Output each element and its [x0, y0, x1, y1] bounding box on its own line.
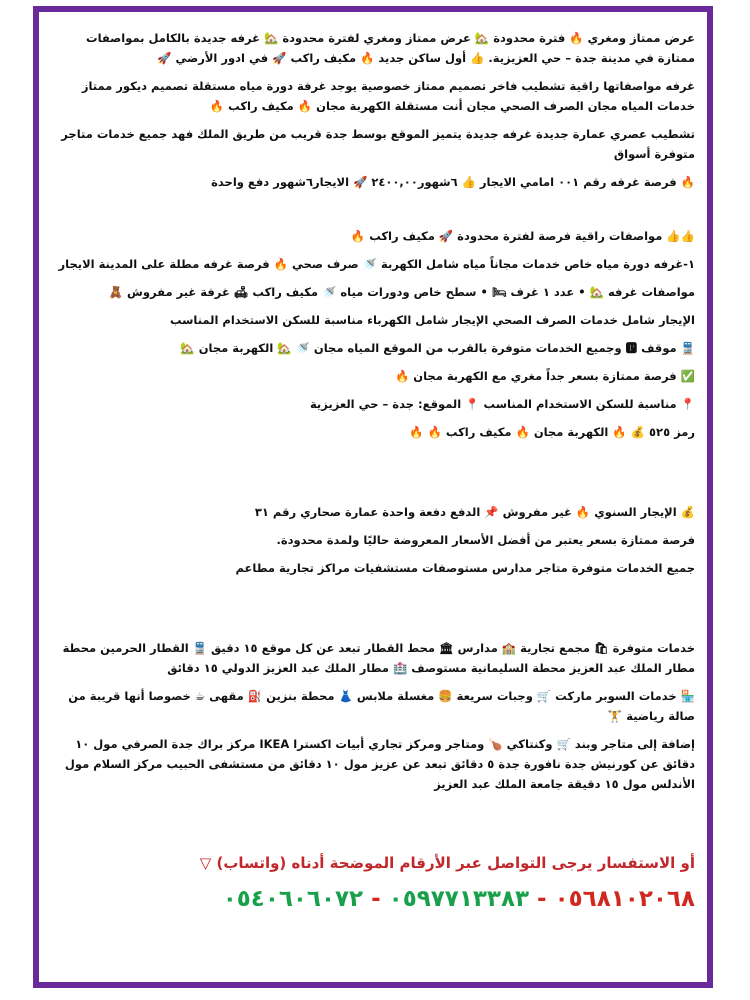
paragraph: غرفه مواصفاتها راقية تشطيب فاخر تصميم ممتاز خصوصية يوجد غرفة دورة مياه مستقلة تصميم ديكور ممتاز خدمات المياه مجان الصرف الصحي مجان أنت مستقلة الكهربة مجان 🔥 مكيف راكب 🔥: [81, 79, 695, 113]
spacer: [51, 200, 695, 226]
document-content: [51, 28, 695, 972]
paragraph: 🚆 موقف 🅿 وجميع الخدمات متوفرة بالقرب من الموقع المياه مجان 🚿 🏡 الكهربة مجان 🏡: [180, 341, 695, 355]
phone-separator: -: [363, 886, 389, 912]
paragraph: ✅ فرصة ممتازة بسعر جداً مغري مع الكهربة مجان 🔥: [394, 369, 695, 383]
paragraph: 🏪 خدمات السوبر ماركت 🛒 وجبات سريعة 🍔 مغسلة ملابس 👗 محطة بنزين ⛽ مقهى ☕ خصوصا أنها قريبة من صالة رياضية 🏋: [68, 689, 695, 723]
paragraph: خدمات متوفرة 🛍 مجمع تجارية 🏫 مدارس 🏛 محط القطار تبعد عن كل موقع ١٥ دقيق 🚆 القطار الحرمين محطة مطار الملك عبد العزيز محطة السليمانية مستوصف 🏥 مطار الملك عبد العزيز الدولي ١٥ دقائق: [62, 641, 695, 675]
paragraph: عرض ممتاز ومغري 🔥 فترة محدودة 🏡 عرض ممتاز ومغري لفترة محدودة 🏡 غرفه جديدة بالكامل بمواصفات ممتازة في مدينة جدة – حي العزيزية. 👍 أول ساكن جديد 🔥 مكيف راكب 🚀 في ادور الأرضي 🚀: [86, 31, 695, 65]
spacer: [51, 450, 695, 502]
phone-number-3[interactable]: ٠٥٤٠٦٠٦٠٧٢: [222, 886, 364, 912]
paragraph: جميع الخدمات متوفرة متاجر مدارس مستوصفات مستشفيات مراكز تجارية مطاعم: [235, 561, 695, 575]
spacer: [51, 586, 695, 638]
paragraph: مواصفات غرفه 🏡 • عدد ١ غرف 🛏 • سطح خاص ودورات مياه 🚿 مكيف راكب 🛋 غرفة غير مفروش 🧸: [108, 285, 695, 299]
paragraph: إضافة إلى متاجر وبند 🛒 وكنتاكي 🍗 ومتاجر ومركز تجاري أبيات اكسترا IKEA مركز براك جدة الصرفي مول ١٠ دقائق عن كورنيش جدة نافورة جدة ٥ دقائق تبعد عن عزيز مول ١٠ دقائق من مستشفى الحبيب مركز السلام مول الأندلس مول ١٥ دقيقة جامعة الملك عبد العزيز: [64, 737, 695, 791]
paragraph: 💰 الإيجار السنوي 🔥 غير مفروش 📌 الدفع دفعة واحدة عمارة صحاري رقم ٣١: [254, 505, 695, 519]
paragraph: 👍👍 مواصفات راقية فرصة لفترة محدودة 🚀 مكيف راكب 🔥: [350, 229, 695, 243]
phone-number-1[interactable]: ٠٥٦٨١٠٢٠٦٨: [554, 886, 695, 912]
paragraph: رمز ٥٢٥ 💰 🔥 الكهربة مجان 🔥 مكيف راكب 🔥 🔥: [409, 425, 695, 439]
spacer: [51, 802, 695, 854]
paragraph: فرصة ممتازة بسعر يعتبر من أفضل الأسعار المعروضة حاليًا ولمدة محدودة.: [276, 533, 695, 547]
contact-line: أو الاستفسار يرجى التواصل عبر الأرقام الموضحة أدناه (واتساب) ▽: [199, 854, 695, 872]
phone-numbers: [51, 886, 695, 912]
document-frame: [33, 6, 713, 988]
paragraph: ١-غرفه دورة مياه خاص خدمات مجاناً مياه شامل الكهربة 🚿 صرف صحي 🔥 فرصة غرفه مطلة على المدينة الايجار: [58, 257, 695, 271]
paragraph: 📍 مناسبة للسكن الاستخدام المناسب 📍 الموقع: جدة – حي العزيزية: [309, 397, 695, 411]
paragraph: الإيجار شامل خدمات الصرف الصحي الإيجار شامل الكهرباء مناسبة للسكن الاستخدام المناسب: [169, 313, 695, 327]
paragraph: تشطيب عصري عمارة جديدة غرفه جديدة يتميز الموقع بوسط جدة قريب من طريق الملك فهد جميع خدمات متاجر متوفرة أسواق: [61, 127, 695, 161]
phone-separator: -: [529, 886, 555, 912]
phone-number-2[interactable]: ٠٥٩٧٧١٣٣٨٣: [388, 886, 530, 912]
paragraph: 🔥 فرصة غرفه رقم ٠٠١ امامي الايجار 👍 ٦شهور٢٤٠٠,٠٠ 🚀 الايجار٦شهور دفع واحدة: [211, 175, 695, 189]
